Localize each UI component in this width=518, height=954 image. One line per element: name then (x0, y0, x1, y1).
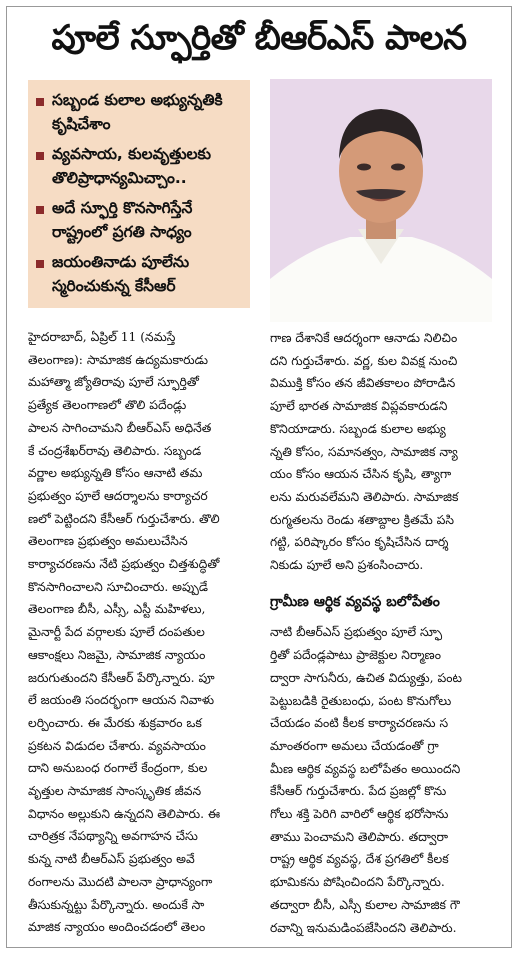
body-line: పాలన సాగించామని బీఆర్ఎస్ అధినేత (28, 420, 212, 435)
body-line: గోలు శక్తి పెరిగి వారిలో ఆర్థిక భరోసాను (270, 807, 449, 822)
highlight-item (36, 88, 242, 136)
body-line: ద్వారా సాగునీరు, ఉచిత విద్యుత్తు, పంట (270, 670, 462, 685)
bullet-icon (36, 260, 44, 268)
body-line: చేయడం వంటి కీలక కార్యాచరణను స (270, 716, 449, 731)
body-line: తద్వారా బీసీ, ఎస్సీ కులాల సామాజిక గౌ (270, 897, 460, 912)
body-line: చారిత్రక నేపథ్యాన్ని అవగాహన చేసు (28, 829, 198, 844)
body-line: లర్పించారు. ఈ మేరకు శుక్రవారం ఒక (28, 715, 202, 730)
body-line: రవాన్ని ఇనుమడింపజేసిందని తెలిపారు. (270, 920, 457, 935)
highlight-text: వ్యవసాయ, కులవృత్తులకు తొలిప్రాధాన్యమిచ్చాం.. (52, 145, 212, 187)
body-line: ఆకాంక్షలు నిజమై, సామాజిక న్యాయం (28, 647, 206, 662)
headline: పూలే స్ఫూర్తితో బీఆర్ఎస్ పాలన (51, 18, 467, 58)
body-line: వర్ణాల అభ్యున్నతి కోసం ఆనాటి తమ (28, 466, 203, 481)
body-line: వృత్తుల సామాజిక సాంస్కృతిక జీవన (28, 784, 202, 799)
body-line: హైదరాబాద్, ఏప్రిల్ 11 (నమస్తే (28, 330, 176, 344)
body-line: తాము పెంచామని తెలిపారు. తద్వారా (270, 829, 449, 844)
body-line: గాణ దేశానికే ఆదర్శంగా ఆనాడు నిలిచిం (270, 331, 458, 345)
section-subheading: గ్రామీణ ఆర్థిక వ్యవస్థ బలోపేతం (270, 593, 440, 610)
body-line: కేసీఆర్ గుర్తుచేశారు. పేద ప్రజల్లో కొను (270, 784, 447, 799)
highlight-item (36, 196, 242, 244)
body-line: యం కోసం ఆయన చేసిన కృషి, త్యాగా (270, 467, 452, 482)
portrait-illustration (270, 79, 492, 322)
body-line: విముక్తి కోసం తన జీవితకాలం పోరాడిన (270, 376, 456, 391)
body-line: కొనసాగించాలని సూచించారు. అప్పుడే (28, 579, 208, 594)
body-line: ప్రత్యేక తెలంగాణలో తొలి పదేండ్లు (28, 398, 187, 413)
body-line: జరుగుతుందని కేసీఆర్ పేర్కొన్నారు. పూ (28, 670, 215, 685)
body-line: భూమికను పోషించిందని పేర్కొన్నారు. (270, 875, 445, 890)
body-line: రాష్ట్ర ఆర్థిక వ్యవస్థ, దేశ ప్రగతిలో కీలక (270, 852, 449, 867)
body-line: మాంతరంగా అమలు చేయడంతో గ్రా (270, 738, 439, 753)
body-line: గట్టి, పరిష్కారం కోసం కృషిచేసిన దార్శ (270, 535, 449, 550)
article-column-left (28, 326, 249, 939)
body-line: దని గుర్తుచేశారు. వర్ణ, కుల వివక్ష నుంచి (270, 353, 458, 368)
body-line: మాజిక న్యాయం అందించడంలో తెలం (28, 920, 206, 935)
body-line: మీణ ఆర్థిక వ్యవస్థ బలోపేతం అయిందని (270, 761, 461, 776)
body-line: న్నతి కోసం, సమానత్వం, సామాజిక న్యా (270, 444, 458, 459)
highlight-text: జయంతినాడు పూలేను స్మరించుకున్న కేసీఆర్ (52, 253, 190, 295)
body-line: తెలంగాణ బీసీ, ఎస్సీ, ఎస్టీ మహిళలు, (28, 602, 206, 617)
body-line: రంగాలను మొదటి పాలనా ప్రాధాన్యంగా (28, 874, 213, 889)
highlights-box (28, 80, 250, 308)
highlight-text: అదే స్ఫూర్తి కొనసాగిస్తేనే రాష్ట్రంలో ప్రగతి సాధ్యం (52, 199, 193, 241)
article-column-right (270, 327, 492, 939)
body-line: ర్తితో పదేండ్లపాటు ప్రాజెక్టుల నిర్మాణం (270, 648, 441, 663)
body-line: కొనియాడారు. సబ్బండ కులాల అభ్యు (270, 421, 446, 436)
body-line: కే చంద్రశేఖర్‌రావు తెలిపారు. సబ్బండ (28, 443, 202, 458)
body-line: కున్న నాటి బీఆర్ఎస్ ప్రభుత్వం అవే (28, 852, 195, 867)
highlight-item (36, 250, 242, 298)
body-line: తెలంగాణ): సామాజిక ఉద్యమకారుడు (28, 352, 209, 367)
body-line: నాటి బీఆర్ఎస్ ప్రభుత్వం పూలే స్ఫూ (270, 625, 443, 640)
body-line: పెట్టుబడికి రైతుబంధు, పంట కొనుగోలు (270, 693, 452, 708)
body-line: ణలో పెట్టిందని కేసీఆర్ గుర్తుచేశారు. తొలి (28, 511, 220, 526)
body-line: లే జయంతి సందర్భంగా ఆయన నివాళు (28, 693, 215, 708)
body-line: లను మరువలేమని తెలిపారు. సామాజిక (270, 489, 459, 504)
body-line: తీసుకున్నట్టు పేర్కొన్నారు. అందుకే సా (28, 897, 205, 912)
bullet-icon (36, 206, 44, 214)
bullet-icon (36, 152, 44, 160)
body-line: పూలే భారత సామాజిక విప్లవకారుడని (270, 399, 448, 414)
body-line: నికుడు పూలే అని ప్రశంసించారు. (270, 558, 424, 573)
body-line: ప్రభుత్వం పూలే ఆదర్శాలను కార్యాచర (28, 488, 208, 503)
highlight-item (36, 142, 242, 190)
portrait-photo (270, 79, 492, 322)
body-line: దాని అనుబంధ రంగాలే కేంద్రంగా, కుల (28, 761, 208, 776)
body-line: విధానం అల్లుకుని ఉన్నదని తెలిపారు. ఈ (28, 806, 221, 821)
body-line: మహాత్మా జ్యోతిరావు పూలే స్ఫూర్తితో (28, 375, 199, 390)
bullet-icon (36, 98, 44, 106)
body-line: తెలంగాణ ప్రభుత్వం అమలుచేసిన (28, 534, 188, 549)
body-line: మైనార్టీ పేద వర్గాలకు పూలే దంపతుల (28, 625, 205, 640)
highlight-text: సబ్బండ కులాల అభ్యున్నతికి కృషిచేశాం (52, 91, 223, 133)
body-line: రుగ్మతలను రెండు శతాబ్దాల క్రితమే పసి (270, 512, 455, 527)
body-line: ప్రకటన విడుదల చేశారు. వ్యవసాయం (28, 738, 206, 753)
body-line: కార్యాచరణను నేటి ప్రభుత్వం చిత్తశుద్ధితో (28, 557, 220, 572)
